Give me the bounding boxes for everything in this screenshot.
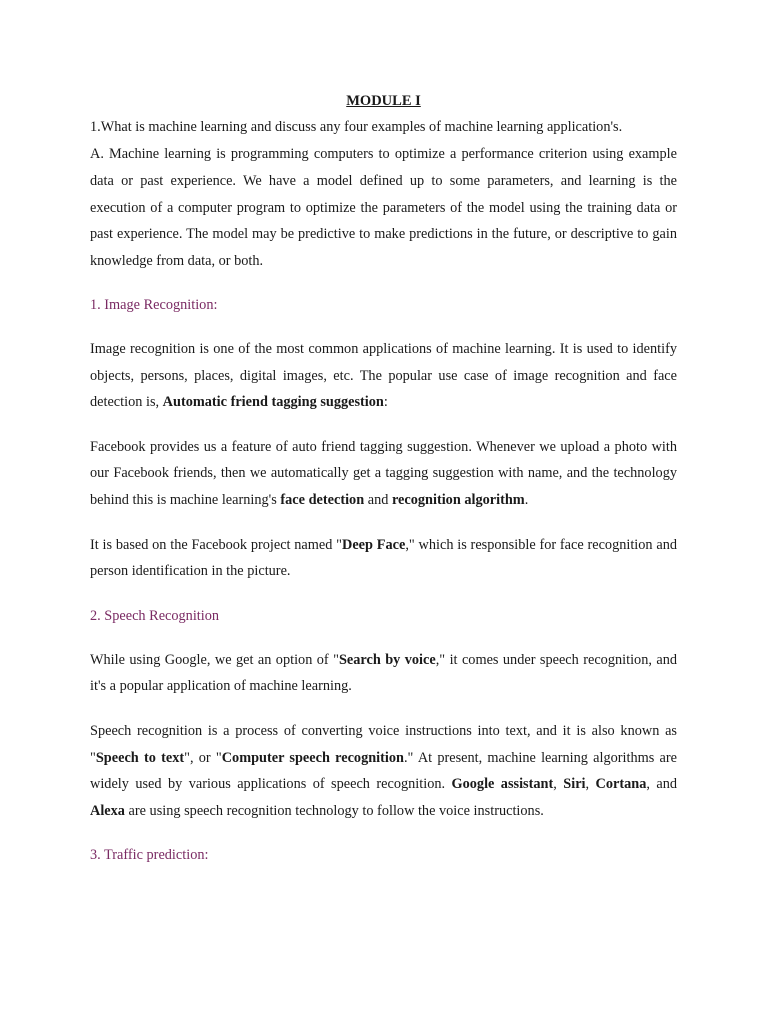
- image-recognition-paragraph-1: [90, 336, 677, 416]
- image-recognition-paragraph-3: [90, 532, 677, 585]
- section-heading-traffic-prediction: 3. Traffic prediction:: [90, 847, 209, 864]
- bold-google-assistant: Google assistant: [451, 776, 554, 793]
- answer-paragraph: A. Machine learning is programming computers to optimize a performance criterion using example data or past experience. We have a model defined up to some parameters, and learning is the execution of a computer program to optimize the parameters of the model using the training data or past experience. The model may be predictive to make predictions in the future, or descriptive to gain knowledge from data, or both.: [90, 146, 677, 270]
- text-run: are using speech recognition technology to follow the voice instructions.: [124, 802, 544, 819]
- speech-recognition-paragraph-1: [90, 647, 677, 700]
- text-run: Facebook provides us a feature of auto friend tagging suggestion. Whenever we upload a photo with our Facebook friends, then we automatically get a tagging suggestion with name, and the technology behind this is machine learning's: [90, 438, 677, 508]
- text-run: While using Google, we get an option of ": [90, 651, 339, 668]
- question-text: 1.What is machine learning and discuss any four examples of machine learning application's.: [90, 119, 623, 135]
- text-run: It is based on the Facebook project named ": [90, 536, 343, 553]
- bold-face-detection: face detection: [280, 491, 365, 508]
- text-run: ." At present, machine learning algorithms are widely used by various applications of speech recognition.: [90, 749, 677, 793]
- text-run: ,: [553, 776, 564, 793]
- image-recognition-paragraph-2: [90, 434, 677, 514]
- bold-automatic-friend-tagging: Automatic friend tagging suggestion: [162, 394, 384, 411]
- text-run: ," which is responsible for face recognition and person identification in the picture.: [90, 536, 677, 580]
- text-run: Image recognition is one of the most common applications of machine learning. It is used to identify objects, persons, places, digital images, etc. The popular use case of image recognition and face detection is,: [90, 340, 677, 411]
- bold-speech-to-text: Speech to text: [95, 749, 185, 766]
- bold-alexa: Alexa: [90, 802, 125, 819]
- section-heading-image-recognition: 1. Image Recognition:: [90, 296, 218, 313]
- text-run: .: [524, 491, 529, 508]
- document-page: [90, 88, 677, 868]
- text-run: ", or ": [184, 749, 222, 766]
- text-run: :: [383, 394, 388, 411]
- bold-recognition-algorithm: recognition algorithm: [391, 491, 525, 508]
- text-run: ," it comes under speech recognition, and it's a popular application of machine learning.: [90, 651, 677, 695]
- bold-deep-face: Deep Face: [342, 536, 406, 553]
- bold-search-by-voice: Search by voice: [338, 651, 436, 668]
- module-title: MODULE I: [346, 93, 421, 109]
- text-run: ,: [585, 776, 596, 793]
- bold-computer-speech-recognition: Computer speech recognition: [221, 749, 404, 766]
- bold-cortana: Cortana: [595, 776, 647, 793]
- text-run: , and: [646, 776, 678, 793]
- bold-siri: Siri: [563, 776, 586, 793]
- speech-recognition-paragraph-2: [90, 718, 677, 824]
- section-heading-speech-recognition: 2. Speech Recognition: [90, 607, 220, 624]
- text-run: Speech recognition is a process of converting voice instructions into text, and it is also known as ": [90, 722, 677, 766]
- text-run: and: [364, 491, 392, 508]
